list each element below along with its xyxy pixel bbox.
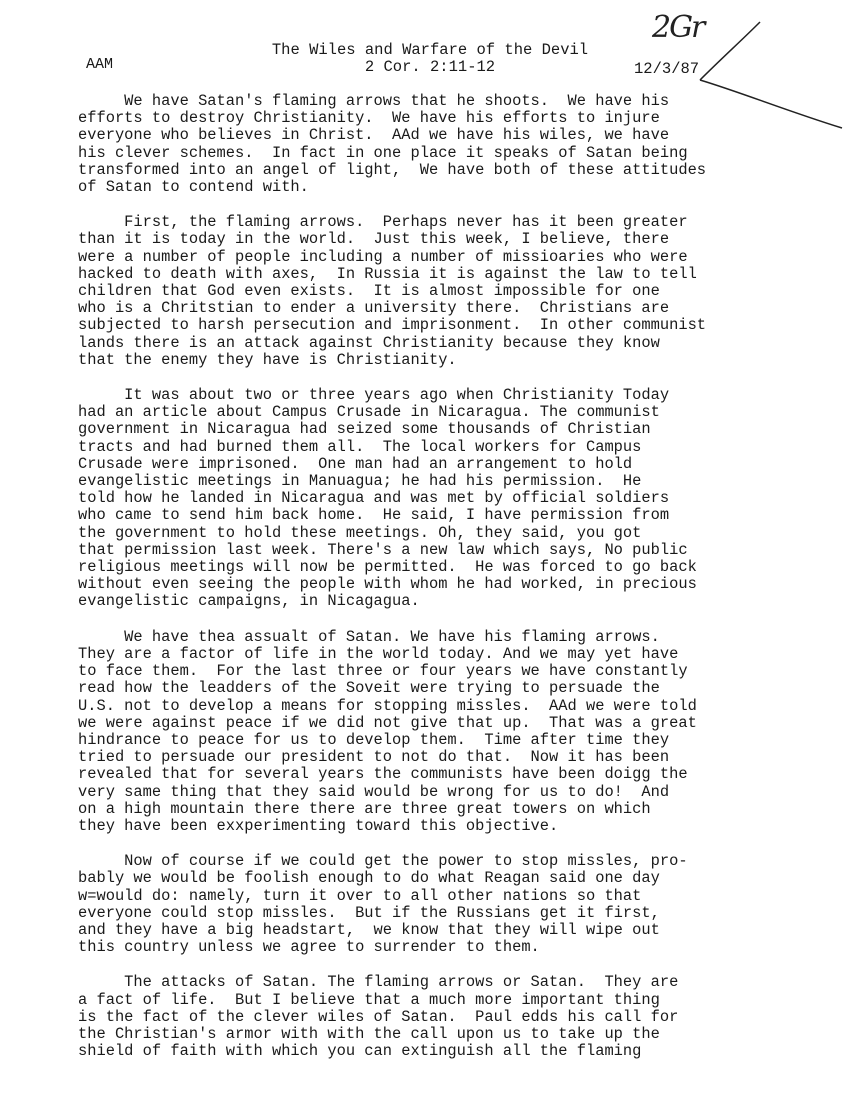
- text-line: bably we would be foolish enough to do what Reagan said one day: [78, 870, 660, 888]
- paragraph: [78, 387, 798, 611]
- text-line: subjected to harsh persecution and imprisonment. In other communist: [78, 317, 707, 335]
- text-line: hacked to death with axes, In Russia it is against the law to tell: [78, 265, 697, 283]
- paragraph: [78, 93, 798, 196]
- text-line: a fact of life. But I believe that a much more important thing: [78, 991, 660, 1009]
- title-block: [230, 42, 630, 76]
- text-line: that the enemy they have is Christianity.: [78, 351, 457, 369]
- text-line: tracts and had burned them all. The local workers for Campus: [78, 438, 642, 456]
- text-line: that permission last week. There's a new law which says, No public: [78, 541, 688, 559]
- scripture-reference: 2 Cor. 2:11-12: [364, 58, 496, 76]
- text-line: the government to hold these meetings. Oh, they said, you got: [78, 524, 642, 542]
- text-line: We have thea assualt of Satan. We have his flaming arrows.: [78, 628, 660, 646]
- text-line: transformed into an angel of light, We have both of these attitudes: [78, 161, 707, 179]
- sermon-date: 12/3/87: [634, 60, 700, 78]
- text-line: children that God even exists. It is almost impossible for one: [78, 283, 660, 301]
- text-line: his clever schemes. In fact in one place it speaks of Satan being: [78, 144, 688, 162]
- text-line: read how the leadders of the Soveit were trying to persuade the: [78, 680, 660, 698]
- text-line: evangelistic meetings in Manuagua; he had his permission. He: [78, 473, 642, 491]
- handwritten-page-number: 2Gr: [652, 10, 704, 45]
- text-line: who came to send him back home. He said, I have permission from: [78, 507, 670, 525]
- text-line: efforts to destroy Christianity. We have his efforts to injure: [78, 110, 660, 128]
- text-line: who is a Chritstian to ender a university there. Christians are: [78, 300, 670, 318]
- text-line: tried to persuade our president to not do that. Now it has been: [78, 749, 670, 767]
- text-line: government in Nicaragua had seized some thousands of Christian: [78, 421, 651, 439]
- text-line: w=would do: namely, turn it over to all other nations so that: [78, 887, 642, 905]
- text-line: very same thing that they said would be wrong for us to do! And: [78, 783, 670, 801]
- text-line: on a high mountain there there are three great towers on which: [78, 800, 651, 818]
- text-line: to face them. For the last three or four years we have constantly: [78, 663, 688, 681]
- text-line: were a number of people including a number of missioaries who were: [78, 248, 688, 266]
- text-line: of Satan to contend with.: [78, 179, 309, 197]
- text-line: We have Satan's flaming arrows that he shoots. We have his: [78, 93, 670, 110]
- paragraph: [78, 629, 798, 835]
- text-line: hindrance to peace for us to develop them. Time after time they: [78, 731, 670, 749]
- paragraph: [78, 853, 798, 956]
- text-line: Now of course if we could get the power to stop missles, pro-: [78, 853, 688, 871]
- sermon-body: [78, 93, 798, 1078]
- text-line: everyone could stop missles. But if the Russians get it first,: [78, 904, 660, 922]
- text-line: lands there is an attack against Christianity because they know: [78, 334, 660, 352]
- text-line: we were against peace if we did not give that up. That was a great: [78, 714, 697, 732]
- text-line: evangelistic campaigns, in Nicagagua.: [78, 593, 420, 611]
- text-line: shield of faith with which you can extinguish all the flaming: [78, 1043, 642, 1061]
- author-code: AAM: [86, 56, 114, 73]
- text-line: and they have a big headstart, we know that they will wipe out: [78, 921, 660, 939]
- paragraph: [78, 974, 798, 1060]
- text-line: Crusade were imprisoned. One man had an arrangement to hold: [78, 455, 633, 473]
- text-line: They are a factor of life in the world today. And we may yet have: [78, 645, 679, 663]
- text-line: had an article about Campus Crusade in Nicaragua. The communist: [78, 404, 660, 422]
- text-line: this country unless we agree to surrender to them.: [78, 939, 540, 957]
- text-line: U.S. not to develop a means for stopping missles. AAd we were told: [78, 697, 697, 715]
- text-line: the Christian's armor with with the call upon us to take up the: [78, 1025, 660, 1043]
- text-line: than it is today in the world. Just this week, I believe, there: [78, 231, 670, 249]
- text-line: revealed that for several years the communists have been doigg the: [78, 766, 688, 784]
- sermon-title: The Wiles and Warfare of the Devil: [271, 41, 589, 59]
- text-line: everyone who believes in Christ. AAd we have his wiles, we have: [78, 127, 670, 145]
- text-line: is the fact of the clever wiles of Satan. Paul edds his call for: [78, 1008, 679, 1026]
- text-line: religious meetings will now be permitted. He was forced to go back: [78, 559, 697, 577]
- text-line: told how he landed in Nicaragua and was met by official soldiers: [78, 490, 670, 508]
- text-line: First, the flaming arrows. Perhaps never has it been greater: [78, 214, 688, 232]
- text-line: The attacks of Satan. The flaming arrows or Satan. They are: [78, 974, 679, 992]
- text-line: It was about two or three years ago when Christianity Today: [78, 387, 670, 405]
- text-line: without even seeing the people with whom he had worked, in precious: [78, 576, 697, 594]
- paragraph: [78, 214, 798, 369]
- text-line: they have been exxperimenting toward this objective.: [78, 817, 559, 835]
